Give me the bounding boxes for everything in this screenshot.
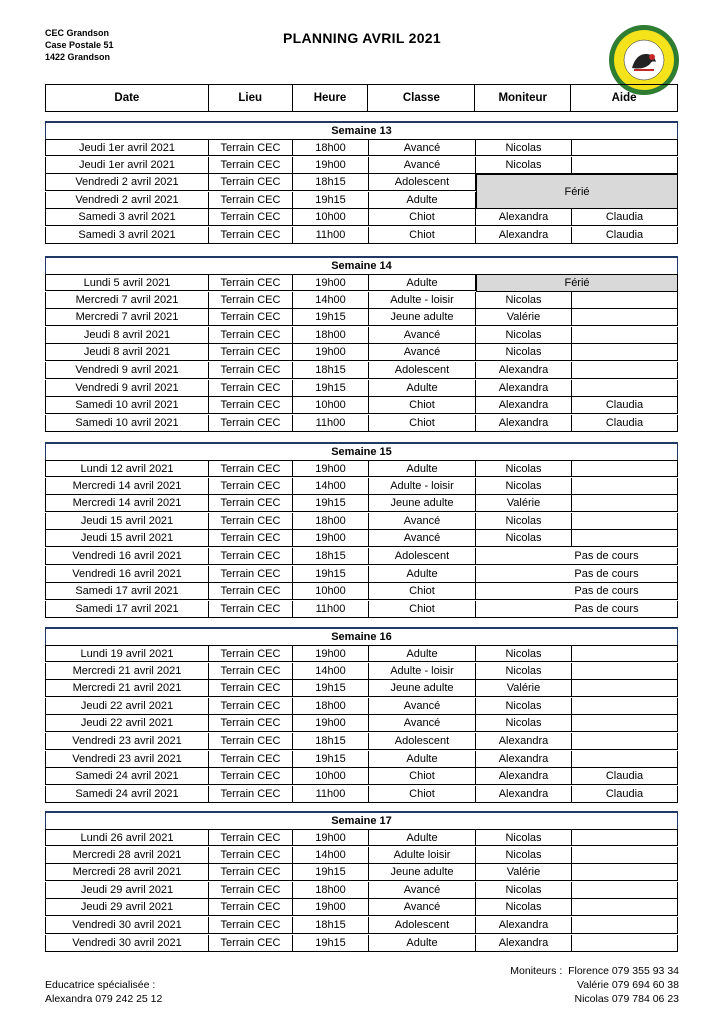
cell-aide: Claudia bbox=[572, 209, 678, 225]
table-row bbox=[45, 698, 678, 715]
cell-heure: 10h00 bbox=[293, 397, 369, 413]
cell-classe: Avancé bbox=[369, 899, 476, 915]
cell-heure: 19h15 bbox=[293, 495, 369, 511]
cell-lieu: Terrain CEC bbox=[209, 847, 293, 863]
cell-classe: Avancé bbox=[369, 513, 476, 529]
cell-classe: Adulte - loisir bbox=[369, 663, 476, 679]
table-row bbox=[45, 935, 678, 952]
cell-lieu: Terrain CEC bbox=[209, 478, 293, 494]
header-lieu: Lieu bbox=[209, 85, 293, 111]
cell-moniteur: Nicolas bbox=[476, 530, 572, 546]
cell-lieu: Terrain CEC bbox=[209, 192, 293, 208]
cell-aide bbox=[572, 327, 678, 343]
cell-heure: 19h15 bbox=[293, 935, 369, 951]
table-row bbox=[45, 209, 678, 226]
cell-aide bbox=[572, 935, 678, 951]
cell-span bbox=[476, 192, 678, 208]
cell-classe: Avancé bbox=[369, 157, 476, 173]
cell-moniteur: Alexandra bbox=[476, 209, 572, 225]
cell-aide: Claudia bbox=[572, 786, 678, 802]
table-row bbox=[45, 344, 678, 361]
moniteur-contact: Nicolas 079 784 06 23 bbox=[574, 993, 679, 1005]
cell-lieu: Terrain CEC bbox=[209, 209, 293, 225]
cell-date: Samedi 10 avril 2021 bbox=[45, 397, 209, 413]
cell-moniteur: Valérie bbox=[476, 309, 572, 325]
cell-lieu: Terrain CEC bbox=[209, 415, 293, 431]
cell-date: Vendredi 23 avril 2021 bbox=[45, 751, 209, 767]
cell-lieu: Terrain CEC bbox=[209, 157, 293, 173]
cell-date: Samedi 10 avril 2021 bbox=[45, 415, 209, 431]
week-header: Semaine 15 bbox=[45, 442, 678, 460]
cell-classe: Avancé bbox=[369, 140, 476, 155]
cell-lieu: Terrain CEC bbox=[209, 830, 293, 845]
cell-heure: 14h00 bbox=[293, 478, 369, 494]
cell-heure: 11h00 bbox=[293, 227, 369, 243]
cell-classe: Jeune adulte bbox=[369, 864, 476, 880]
cell-date: Samedi 24 avril 2021 bbox=[45, 768, 209, 784]
cell-heure: 18h00 bbox=[293, 698, 369, 714]
cell-aide bbox=[572, 478, 678, 494]
cell-aide bbox=[572, 344, 678, 360]
cell-date: Vendredi 9 avril 2021 bbox=[45, 362, 209, 378]
cell-date: Lundi 5 avril 2021 bbox=[45, 275, 209, 290]
cell-lieu: Terrain CEC bbox=[209, 733, 293, 749]
educatrice-label: Educatrice spécialisée : bbox=[45, 979, 156, 991]
cell-moniteur: Nicolas bbox=[476, 292, 572, 308]
cell-note: Pas de cours bbox=[476, 566, 678, 582]
cell-aide bbox=[572, 680, 678, 696]
table-row bbox=[45, 380, 678, 397]
cell-moniteur: Nicolas bbox=[476, 157, 572, 173]
table-row bbox=[45, 548, 678, 565]
cell-heure: 14h00 bbox=[293, 847, 369, 863]
cell-classe: Chiot bbox=[369, 227, 476, 243]
cell-moniteur: Alexandra bbox=[476, 397, 572, 413]
cell-lieu: Terrain CEC bbox=[209, 140, 293, 155]
table-row bbox=[45, 768, 678, 785]
cell-classe: Chiot bbox=[369, 415, 476, 431]
cell-classe: Avancé bbox=[369, 530, 476, 546]
cell-classe: Adolescent bbox=[369, 733, 476, 749]
cell-aide bbox=[572, 899, 678, 915]
cell-aide bbox=[572, 309, 678, 325]
week-header: Semaine 13 bbox=[45, 121, 678, 139]
cell-classe: Adulte bbox=[369, 935, 476, 951]
cell-heure: 19h15 bbox=[293, 864, 369, 880]
cell-date: Mercredi 21 avril 2021 bbox=[45, 663, 209, 679]
cell-lieu: Terrain CEC bbox=[209, 786, 293, 802]
cell-date: Samedi 17 avril 2021 bbox=[45, 583, 209, 599]
cell-heure: 11h00 bbox=[293, 415, 369, 431]
cell-date: Jeudi 1er avril 2021 bbox=[45, 140, 209, 155]
table-row bbox=[45, 882, 678, 899]
address-line: 1422 Grandson bbox=[45, 52, 111, 62]
cell-heure: 11h00 bbox=[293, 601, 369, 617]
table-row bbox=[45, 715, 678, 732]
cell-lieu: Terrain CEC bbox=[209, 646, 293, 661]
cell-classe: Adulte bbox=[369, 646, 476, 661]
cell-heure: 10h00 bbox=[293, 209, 369, 225]
cell-classe: Avancé bbox=[369, 698, 476, 714]
table-row bbox=[45, 663, 678, 680]
cell-classe: Adulte bbox=[369, 751, 476, 767]
table-row bbox=[45, 847, 678, 864]
cell-date: Vendredi 16 avril 2021 bbox=[45, 566, 209, 582]
cell-lieu: Terrain CEC bbox=[209, 397, 293, 413]
table-row bbox=[45, 460, 678, 477]
cell-moniteur: Nicolas bbox=[476, 882, 572, 898]
cell-aide bbox=[572, 830, 678, 845]
table-row bbox=[45, 786, 678, 803]
cell-lieu: Terrain CEC bbox=[209, 362, 293, 378]
cell-heure: 19h00 bbox=[293, 715, 369, 731]
cell-heure: 19h15 bbox=[293, 309, 369, 325]
cell-aide bbox=[572, 698, 678, 714]
cell-lieu: Terrain CEC bbox=[209, 344, 293, 360]
cell-moniteur: Nicolas bbox=[476, 847, 572, 863]
cell-aide: Claudia bbox=[572, 397, 678, 413]
cell-date: Mercredi 28 avril 2021 bbox=[45, 847, 209, 863]
table-row bbox=[45, 566, 678, 583]
cell-date: Mercredi 21 avril 2021 bbox=[45, 680, 209, 696]
header-heure: Heure bbox=[293, 85, 369, 111]
cell-classe: Avancé bbox=[369, 344, 476, 360]
cell-classe: Avancé bbox=[369, 327, 476, 343]
table-row bbox=[45, 327, 678, 344]
cell-moniteur: Alexandra bbox=[476, 733, 572, 749]
cell-date: Jeudi 1er avril 2021 bbox=[45, 157, 209, 173]
cell-date: Mercredi 14 avril 2021 bbox=[45, 478, 209, 494]
cell-aide bbox=[572, 847, 678, 863]
cell-date: Mercredi 7 avril 2021 bbox=[45, 309, 209, 325]
cell-moniteur: Alexandra bbox=[476, 786, 572, 802]
cell-date: Samedi 24 avril 2021 bbox=[45, 786, 209, 802]
cell-heure: 18h15 bbox=[293, 362, 369, 378]
header-classe: Classe bbox=[368, 85, 475, 111]
cell-aide bbox=[572, 864, 678, 880]
cell-date: Jeudi 22 avril 2021 bbox=[45, 715, 209, 731]
cell-heure: 19h00 bbox=[293, 344, 369, 360]
cell-classe: Jeune adulte bbox=[369, 309, 476, 325]
cell-lieu: Terrain CEC bbox=[209, 275, 293, 290]
cell-date: Lundi 26 avril 2021 bbox=[45, 830, 209, 845]
table-row bbox=[45, 917, 678, 934]
table-row bbox=[45, 899, 678, 916]
page-title: PLANNING AVRIL 2021 bbox=[283, 30, 441, 46]
cell-classe: Adolescent bbox=[369, 548, 476, 564]
cell-moniteur: Nicolas bbox=[476, 663, 572, 679]
cell-heure: 18h15 bbox=[293, 733, 369, 749]
cell-aide bbox=[572, 140, 678, 155]
cell-classe: Chiot bbox=[369, 397, 476, 413]
cell-heure: 19h00 bbox=[293, 830, 369, 845]
cell-lieu: Terrain CEC bbox=[209, 292, 293, 308]
cell-lieu: Terrain CEC bbox=[209, 899, 293, 915]
cell-date: Jeudi 15 avril 2021 bbox=[45, 513, 209, 529]
cell-moniteur: Alexandra bbox=[476, 380, 572, 396]
cell-aide: Claudia bbox=[572, 415, 678, 431]
cell-date: Mercredi 14 avril 2021 bbox=[45, 495, 209, 511]
cell-lieu: Terrain CEC bbox=[209, 583, 293, 599]
cell-heure: 18h15 bbox=[293, 174, 369, 190]
cell-aide bbox=[572, 461, 678, 476]
cell-classe: Chiot bbox=[369, 209, 476, 225]
cell-aide bbox=[572, 715, 678, 731]
cell-aide bbox=[572, 663, 678, 679]
cell-moniteur: Nicolas bbox=[476, 830, 572, 845]
cell-lieu: Terrain CEC bbox=[209, 461, 293, 476]
cell-heure: 18h00 bbox=[293, 140, 369, 155]
cell-classe: Adulte - loisir bbox=[369, 478, 476, 494]
cell-classe: Adulte bbox=[369, 830, 476, 845]
cell-moniteur: Valérie bbox=[476, 495, 572, 511]
cell-aide: Claudia bbox=[572, 227, 678, 243]
cell-moniteur: Nicolas bbox=[476, 513, 572, 529]
cell-date: Vendredi 16 avril 2021 bbox=[45, 548, 209, 564]
cell-lieu: Terrain CEC bbox=[209, 380, 293, 396]
cell-classe: Jeune adulte bbox=[369, 680, 476, 696]
cell-date: Jeudi 29 avril 2021 bbox=[45, 899, 209, 915]
cell-heure: 19h15 bbox=[293, 192, 369, 208]
cell-date: Jeudi 8 avril 2021 bbox=[45, 327, 209, 343]
cell-aide bbox=[572, 380, 678, 396]
moniteur-contact: Valérie 079 694 60 38 bbox=[577, 979, 679, 991]
cell-lieu: Terrain CEC bbox=[209, 495, 293, 511]
cell-aide bbox=[572, 495, 678, 511]
week-header: Semaine 14 bbox=[45, 256, 678, 274]
cell-aide bbox=[572, 530, 678, 546]
cell-classe: Adulte bbox=[369, 380, 476, 396]
cell-lieu: Terrain CEC bbox=[209, 663, 293, 679]
table-row bbox=[45, 680, 678, 697]
table-row bbox=[45, 227, 678, 244]
cell-classe: Adolescent bbox=[369, 362, 476, 378]
table-header bbox=[45, 84, 678, 112]
table-row bbox=[45, 733, 678, 750]
cell-lieu: Terrain CEC bbox=[209, 768, 293, 784]
cell-moniteur: Alexandra bbox=[476, 751, 572, 767]
cell-heure: 18h00 bbox=[293, 327, 369, 343]
cell-lieu: Terrain CEC bbox=[209, 601, 293, 617]
table-row bbox=[45, 478, 678, 495]
header-date: Date bbox=[46, 85, 209, 111]
cell-lieu: Terrain CEC bbox=[209, 566, 293, 582]
cell-date: Mercredi 28 avril 2021 bbox=[45, 864, 209, 880]
cell-moniteur: Nicolas bbox=[476, 344, 572, 360]
cell-classe: Chiot bbox=[369, 583, 476, 599]
educatrice-contact: Alexandra 079 242 25 12 bbox=[45, 993, 163, 1005]
table-row bbox=[45, 513, 678, 530]
cell-heure: 18h00 bbox=[293, 882, 369, 898]
cell-heure: 19h15 bbox=[293, 566, 369, 582]
cell-date: Lundi 19 avril 2021 bbox=[45, 646, 209, 661]
header-aide: Aide bbox=[611, 92, 637, 104]
cell-date: Samedi 3 avril 2021 bbox=[45, 209, 209, 225]
cell-date: Jeudi 29 avril 2021 bbox=[45, 882, 209, 898]
cell-moniteur: Nicolas bbox=[476, 327, 572, 343]
cell-lieu: Terrain CEC bbox=[209, 917, 293, 933]
cell-moniteur: Alexandra bbox=[476, 362, 572, 378]
cell-classe: Avancé bbox=[369, 882, 476, 898]
cell-aide bbox=[572, 513, 678, 529]
table-row bbox=[45, 415, 678, 432]
cell-aide bbox=[572, 751, 678, 767]
cell-lieu: Terrain CEC bbox=[209, 309, 293, 325]
cell-date: Lundi 12 avril 2021 bbox=[45, 461, 209, 476]
cell-date: Vendredi 23 avril 2021 bbox=[45, 733, 209, 749]
cell-classe: Chiot bbox=[369, 601, 476, 617]
cell-date: Jeudi 8 avril 2021 bbox=[45, 344, 209, 360]
cell-aide bbox=[572, 292, 678, 308]
table-row bbox=[45, 362, 678, 379]
cell-lieu: Terrain CEC bbox=[209, 882, 293, 898]
cell-classe: Adulte bbox=[369, 192, 476, 208]
cell-heure: 19h15 bbox=[293, 380, 369, 396]
cell-classe: Adulte - loisir bbox=[369, 292, 476, 308]
table-row bbox=[45, 645, 678, 662]
cell-classe: Chiot bbox=[369, 768, 476, 784]
cell-heure: 10h00 bbox=[293, 583, 369, 599]
cell-heure: 19h00 bbox=[293, 530, 369, 546]
cell-classe: Jeune adulte bbox=[369, 495, 476, 511]
cell-date: Vendredi 2 avril 2021 bbox=[45, 192, 209, 208]
cell-moniteur: Nicolas bbox=[476, 461, 572, 476]
table-row bbox=[45, 292, 678, 309]
cell-date: Samedi 3 avril 2021 bbox=[45, 227, 209, 243]
cell-classe: Adulte loisir bbox=[369, 847, 476, 863]
cell-heure: 19h00 bbox=[293, 275, 369, 290]
cell-classe: Adolescent bbox=[369, 917, 476, 933]
week-header: Semaine 17 bbox=[45, 811, 678, 829]
cell-aide bbox=[572, 882, 678, 898]
cell-heure: 19h00 bbox=[293, 646, 369, 661]
cell-aide bbox=[572, 733, 678, 749]
cell-classe: Adulte bbox=[369, 461, 476, 476]
footer-moniteurs bbox=[510, 964, 679, 1006]
table-row bbox=[45, 157, 678, 174]
cell-classe: Avancé bbox=[369, 715, 476, 731]
cell-lieu: Terrain CEC bbox=[209, 513, 293, 529]
cell-moniteur: Valérie bbox=[476, 864, 572, 880]
cell-aide bbox=[572, 362, 678, 378]
cell-moniteur: Alexandra bbox=[476, 227, 572, 243]
ferie-cell: Férié bbox=[476, 174, 678, 209]
cell-heure: 19h15 bbox=[293, 751, 369, 767]
cell-lieu: Terrain CEC bbox=[209, 548, 293, 564]
cell-moniteur: Alexandra bbox=[476, 917, 572, 933]
cell-lieu: Terrain CEC bbox=[209, 174, 293, 190]
cell-moniteur: Nicolas bbox=[476, 646, 572, 661]
cell-lieu: Terrain CEC bbox=[209, 864, 293, 880]
cell-classe: Adulte bbox=[369, 566, 476, 582]
cell-aide: Claudia bbox=[572, 768, 678, 784]
table-row bbox=[45, 495, 678, 512]
cell-date: Vendredi 30 avril 2021 bbox=[45, 917, 209, 933]
address-line: CEC Grandson bbox=[45, 28, 110, 38]
cell-heure: 14h00 bbox=[293, 292, 369, 308]
table-row bbox=[45, 864, 678, 881]
header-moniteur: Moniteur bbox=[475, 85, 571, 111]
cell-lieu: Terrain CEC bbox=[209, 327, 293, 343]
table-row bbox=[45, 309, 678, 326]
cell-lieu: Terrain CEC bbox=[209, 680, 293, 696]
cell-classe: Adolescent bbox=[369, 174, 476, 190]
cell-date: Samedi 17 avril 2021 bbox=[45, 601, 209, 617]
cell-classe: Adulte bbox=[369, 275, 476, 290]
cell-heure: 14h00 bbox=[293, 663, 369, 679]
footer-educatrice bbox=[45, 978, 162, 1006]
address-line: Case Postale 51 bbox=[45, 40, 114, 50]
cell-heure: 11h00 bbox=[293, 786, 369, 802]
table-row bbox=[45, 192, 678, 209]
cell-heure: 19h15 bbox=[293, 680, 369, 696]
cell-lieu: Terrain CEC bbox=[209, 935, 293, 951]
moniteur-contact: Moniteurs : Florence 079 355 93 34 bbox=[510, 965, 679, 977]
cell-date: Mercredi 7 avril 2021 bbox=[45, 292, 209, 308]
table-row bbox=[45, 139, 678, 156]
cell-date: Jeudi 15 avril 2021 bbox=[45, 530, 209, 546]
cell-heure: 19h00 bbox=[293, 461, 369, 476]
cell-moniteur: Alexandra bbox=[476, 935, 572, 951]
cell-date: Vendredi 30 avril 2021 bbox=[45, 935, 209, 951]
cell-date: Vendredi 2 avril 2021 bbox=[45, 174, 209, 190]
cell-heure: 18h00 bbox=[293, 513, 369, 529]
cell-aide bbox=[572, 917, 678, 933]
table-row bbox=[45, 601, 678, 618]
cell-moniteur: Alexandra bbox=[476, 415, 572, 431]
cell-heure: 18h15 bbox=[293, 917, 369, 933]
table-row bbox=[45, 530, 678, 547]
cell-heure: 10h00 bbox=[293, 768, 369, 784]
cell-heure: 18h15 bbox=[293, 548, 369, 564]
table-row bbox=[45, 751, 678, 768]
week-header: Semaine 16 bbox=[45, 627, 678, 645]
cell-aide bbox=[572, 157, 678, 173]
cell-lieu: Terrain CEC bbox=[209, 698, 293, 714]
table-row bbox=[45, 583, 678, 600]
cell-heure: 19h00 bbox=[293, 899, 369, 915]
cell-moniteur: Nicolas bbox=[476, 478, 572, 494]
cell-moniteur: Nicolas bbox=[476, 715, 572, 731]
cell-heure: 19h00 bbox=[293, 157, 369, 173]
cell-aide bbox=[572, 646, 678, 661]
cell-date: Vendredi 9 avril 2021 bbox=[45, 380, 209, 396]
cell-note: Pas de cours bbox=[476, 583, 678, 599]
table-row bbox=[45, 397, 678, 414]
cell-moniteur: Nicolas bbox=[476, 899, 572, 915]
cell-note: Pas de cours bbox=[476, 548, 678, 564]
cell-classe: Chiot bbox=[369, 786, 476, 802]
cell-moniteur: Alexandra bbox=[476, 768, 572, 784]
cell-lieu: Terrain CEC bbox=[209, 715, 293, 731]
cell-lieu: Terrain CEC bbox=[209, 751, 293, 767]
cell-moniteur: Nicolas bbox=[476, 698, 572, 714]
cell-moniteur: Nicolas bbox=[476, 140, 572, 155]
table-row bbox=[45, 829, 678, 846]
cell-lieu: Terrain CEC bbox=[209, 530, 293, 546]
cell-moniteur: Valérie bbox=[476, 680, 572, 696]
cell-date: Jeudi 22 avril 2021 bbox=[45, 698, 209, 714]
ferie-cell: Férié bbox=[476, 274, 678, 292]
cell-note: Pas de cours bbox=[476, 601, 678, 617]
cell-lieu: Terrain CEC bbox=[209, 227, 293, 243]
